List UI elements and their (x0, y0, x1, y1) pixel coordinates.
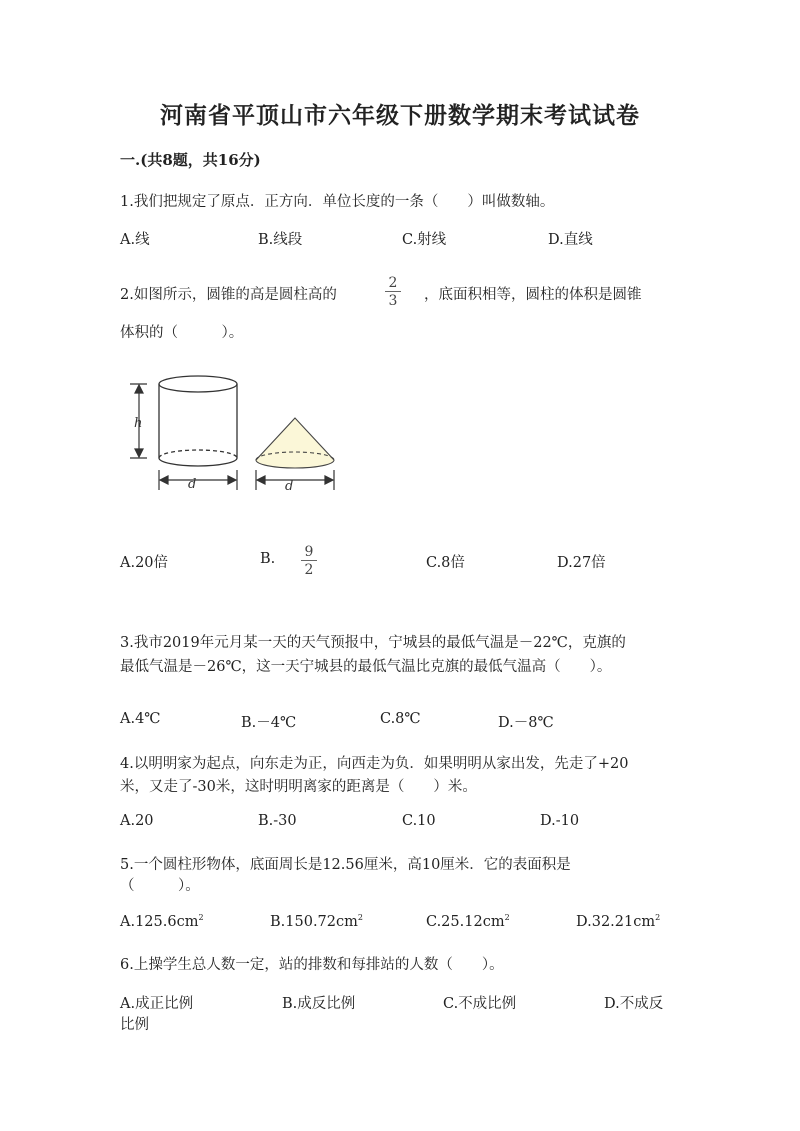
section-heading: 一.(共8题，共16分) (120, 151, 261, 169)
q6-option-c: C.不成比例 (443, 996, 517, 1012)
q5-option-a-text: A.125.6cm (120, 913, 199, 930)
q3-option-b: B.－4℃ (241, 715, 297, 731)
q5-option-d (576, 913, 660, 930)
q2-option-c: C.8倍 (426, 555, 465, 571)
q3-option-c: C.8℃ (380, 711, 421, 727)
q2-option-b-fraction (301, 544, 317, 578)
question-3-line-2: 最低气温是－26℃，这一天宁城县的最低气温比克旗的最低气温高（ ）。 (120, 659, 612, 675)
q2-option-b-denominator: 2 (301, 560, 317, 578)
q2-option-a: A.20倍 (120, 555, 169, 571)
cone-shape (256, 418, 334, 468)
q5-option-b (270, 913, 363, 930)
q5-option-b-text: B.150.72cm (270, 913, 358, 930)
cone-diameter-arrow (256, 470, 334, 490)
page-title: 河南省平顶山市六年级下册数学期末考试试卷 (160, 102, 640, 129)
q5-option-a (120, 913, 204, 930)
q1-option-a: A.线 (120, 232, 150, 248)
q5-option-c-text: C.25.12cm (426, 913, 505, 930)
q5-option-d-text: D.32.21cm (576, 913, 656, 930)
q4-option-b: B.-30 (258, 813, 297, 829)
q6-option-d: D.不成反 (604, 996, 664, 1012)
q1-option-d: D.直线 (548, 232, 593, 248)
q6-option-d-wrap: 比例 (120, 1017, 149, 1033)
q5-option-c (426, 913, 510, 930)
question-3-line-1: 3.我市2019年元月某一天的天气预报中，宁城县的最低气温是－22℃，克旗的 (120, 635, 626, 651)
q1-option-c: C.射线 (402, 232, 447, 248)
cylinder-diameter-label: d (188, 477, 197, 492)
q5-option-c-unit-exponent: 2 (504, 913, 510, 922)
height-label: h (134, 416, 143, 431)
q3-option-a: A.4℃ (120, 711, 161, 727)
question-4-line-2: 米，又走了-30米，这时明明离家的距离是（ ）米。 (120, 779, 477, 795)
question-6-text: 6.上操学生总人数一定，站的排数和每排站的人数（ ）。 (120, 957, 504, 973)
q6-option-b: B.成反比例 (282, 996, 356, 1012)
cylinder-diameter-arrow (159, 470, 237, 490)
cylinder-shape (159, 376, 237, 466)
q6-option-a: A.成正比例 (120, 996, 194, 1012)
question-5-line-2: （ ）。 (120, 878, 200, 894)
q2-option-d: D.27倍 (557, 555, 606, 571)
cone-diameter-label: d (285, 479, 294, 494)
q4-option-d: D.-10 (540, 813, 580, 829)
q2-option-b-numerator: 9 (304, 544, 314, 560)
q4-option-a: A.20 (120, 813, 154, 829)
question-2-text-b: ，底面积相等，圆柱的体积是圆锥 (424, 287, 642, 303)
question-1-text: 1.我们把规定了原点．正方向．单位长度的一条（ ）叫做数轴。 (120, 194, 555, 210)
q5-option-d-unit-exponent: 2 (655, 913, 661, 922)
question-2-text-c: 体积的（ ）。 (120, 325, 244, 341)
question-2-text-a: 2.如图所示，圆锥的高是圆柱高的 (120, 287, 337, 303)
q5-option-a-unit-exponent: 2 (198, 913, 204, 922)
cylinder-cone-figure (125, 370, 345, 495)
q2-option-b: B. (260, 551, 276, 567)
q4-option-c: C.10 (402, 813, 436, 829)
q1-option-b: B.线段 (258, 232, 303, 248)
q5-option-b-unit-exponent: 2 (357, 913, 363, 922)
q2-fraction-denominator: 3 (385, 291, 401, 309)
q2-fraction (385, 275, 401, 309)
question-4-line-1: 4.以明明家为起点，向东走为正，向西走为负．如果明明从家出发，先走了+20 (120, 756, 629, 772)
q2-fraction-numerator: 2 (388, 275, 398, 291)
q3-option-d: D.－8℃ (498, 715, 554, 731)
question-5-line-1: 5.一个圆柱形物体，底面周长是12.56厘米，高10厘米．它的表面积是 (120, 857, 571, 873)
